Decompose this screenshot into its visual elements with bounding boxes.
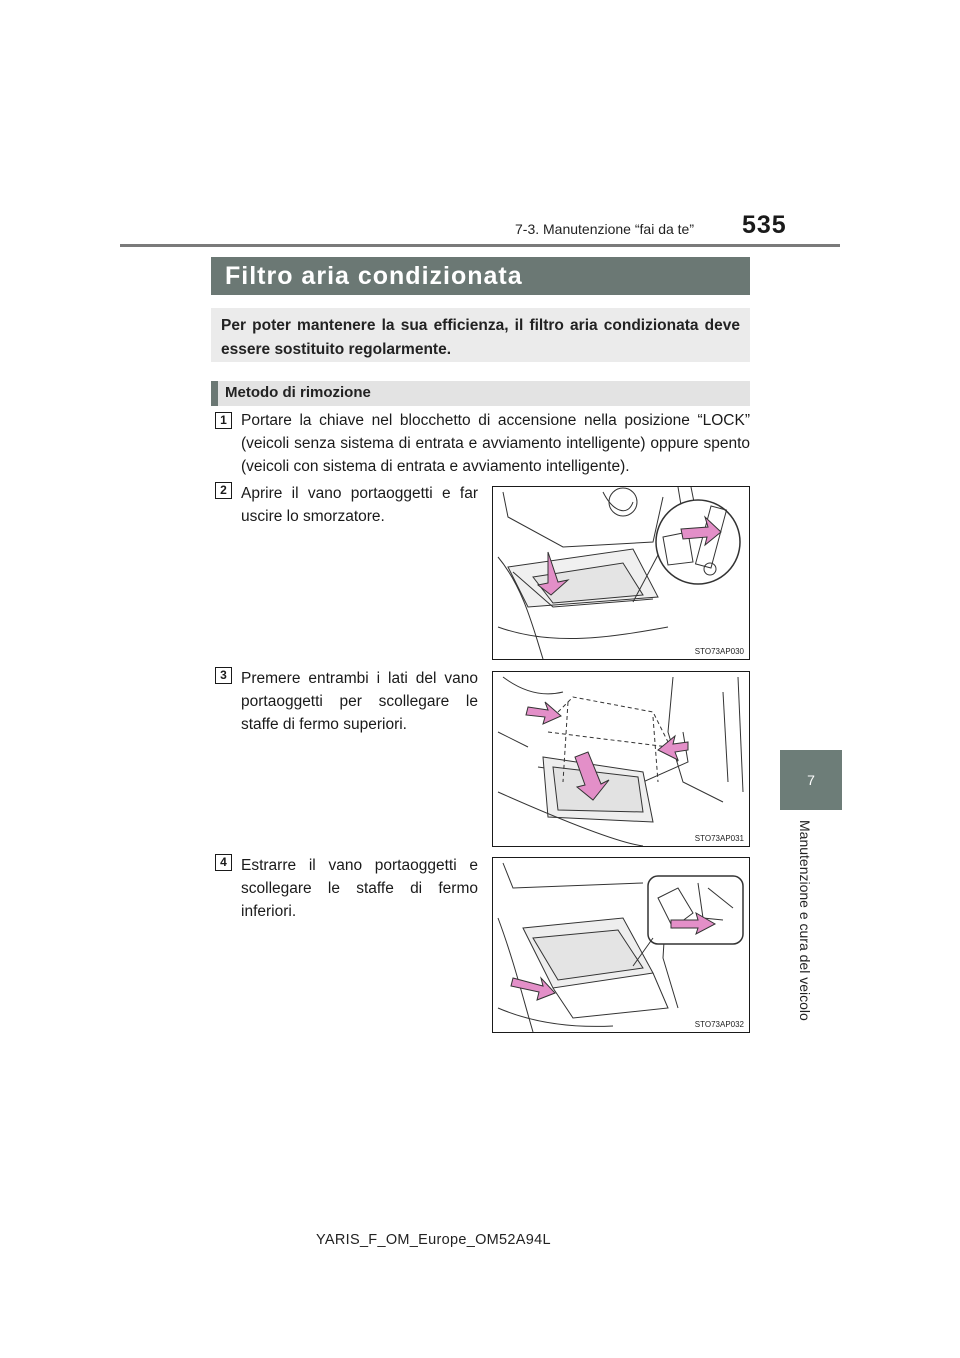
figure-code-2: STO73AP030 xyxy=(694,647,744,656)
step-text-2: Aprire il vano portaoggetti e far uscire lo smorzatore. xyxy=(241,485,478,525)
page-title: Filtro aria condizionata xyxy=(225,262,523,290)
chapter-title-vertical xyxy=(797,820,817,1100)
figure-code-4: STO73AP032 xyxy=(694,1020,744,1029)
step-badge-4: 4 xyxy=(215,854,232,871)
figure-step-2 xyxy=(492,486,750,660)
pull-arrow-icon xyxy=(511,978,555,1000)
figure-step-4 xyxy=(492,857,750,1033)
intro-text: Per poter mantenere la sua efficienza, il filtro aria condizionata deve essere sostituito regolarmente. xyxy=(221,317,740,358)
subheading: Metodo di rimozione xyxy=(225,384,371,401)
subheading-accent xyxy=(211,381,218,406)
glovebox-open-illustration xyxy=(493,487,749,659)
chapter-number: 7 xyxy=(807,772,815,788)
page-number: 535 xyxy=(742,211,787,239)
right-press-arrow-icon xyxy=(658,736,688,760)
header-rule xyxy=(120,244,840,247)
document-footer: YARIS_F_OM_Europe_OM52A94L xyxy=(316,1232,551,1248)
figure-step-3 xyxy=(492,671,750,847)
left-press-arrow-icon xyxy=(526,702,561,724)
step-text-1: Portare la chiave nel blocchetto di accensione nella posizione “LOCK” (veicoli senza sistema di entrata e avviamento intelligente) oppure spento (veicoli con sistema di entrata e avviamento intelligente). xyxy=(241,412,750,475)
glovebox-remove-illustration xyxy=(493,858,749,1032)
step-badge-2: 2 xyxy=(215,482,232,499)
step-badge-3: 3 xyxy=(215,667,232,684)
chapter-title: Manutenzione e cura del veicolo xyxy=(797,820,813,1021)
figure-code-3: STO73AP031 xyxy=(694,834,744,843)
step-text-4: Estrarre il vano portaoggetti e scollegare le staffe di fermo inferiori. xyxy=(241,857,478,920)
step-badge-1: 1 xyxy=(215,412,232,429)
section-header: 7-3. Manutenzione “fai da te” xyxy=(515,221,694,237)
step-text-3: Premere entrambi i lati del vano portaoggetti per scollegare le staffe di fermo superiori. xyxy=(241,670,478,733)
glovebox-squeeze-illustration xyxy=(493,672,749,846)
